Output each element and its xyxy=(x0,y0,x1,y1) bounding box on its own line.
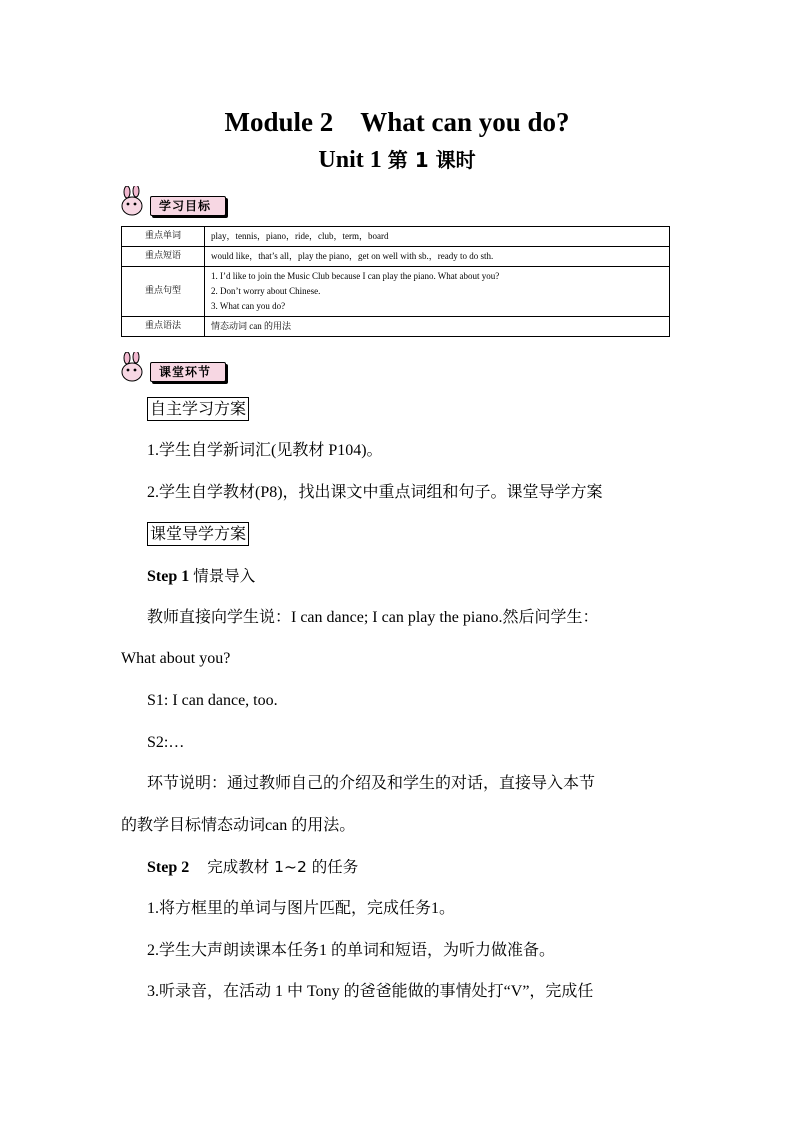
step-text: 完成教材 1~2 的任务 xyxy=(207,858,359,876)
goal-value: play，tennis，piano，ride，club，term，board xyxy=(205,227,670,247)
paragraph: 教师直接向学生说：I can dance; I can play the piano.然后问学生： xyxy=(147,609,599,626)
section-heading: 课堂导学方案 xyxy=(147,522,249,546)
paragraph: 1.学生自学新词汇(见教材 P104)。 xyxy=(147,442,383,459)
paragraph: 2.学生自学教材(P8)，找出课文中重点词组和句子。课堂导学方案 xyxy=(147,484,603,501)
table-row xyxy=(122,317,670,337)
table-row xyxy=(122,267,670,317)
goals-badge-label: 学习目标 xyxy=(150,196,226,216)
paragraph: What about you? xyxy=(121,650,231,667)
rabbit-mascot-icon xyxy=(118,352,148,382)
page-title: Module 2 What can you do? xyxy=(224,107,570,137)
step-label: Step 2 xyxy=(147,859,190,876)
goals-table xyxy=(121,226,670,337)
goal-value: would like，that’s all，play the piano，get on well with sb.，ready to do sth. xyxy=(205,247,670,267)
goal-key: 重点短语 xyxy=(122,247,205,267)
table-row xyxy=(122,227,670,247)
paragraph: 1.将方框里的单词与图片匹配，完成任务1。 xyxy=(147,900,456,917)
paragraph: S1: I can dance, too. xyxy=(147,692,278,709)
section-heading: 自主学习方案 xyxy=(147,397,249,421)
goals-badge xyxy=(118,184,226,216)
goal-key: 重点语法 xyxy=(122,317,205,337)
sentence-line: 3. What can you do? xyxy=(211,301,286,311)
subtitle-lesson: 第 1 课时 xyxy=(387,148,476,172)
step-text: 情景导入 xyxy=(193,567,256,585)
sentence-line: 2. Don’t worry about Chinese. xyxy=(211,286,321,296)
paragraph: S2:… xyxy=(147,734,185,751)
sentence-line: 1. I’d like to join the Music Club because I can play the piano. What about you? xyxy=(211,271,500,281)
subtitle-unit: Unit 1 xyxy=(318,147,382,173)
goal-value xyxy=(205,267,670,317)
goal-value: 情态动词 can 的用法 xyxy=(205,317,670,337)
class-badge xyxy=(118,350,226,382)
paragraph: 3.听录音，在活动 1 中 Tony 的爸爸能做的事情处打“V”，完成任 xyxy=(147,983,594,1000)
step-label: Step 1 xyxy=(147,568,190,585)
paragraph: 的教学目标情态动词can 的用法。 xyxy=(121,817,356,834)
goal-key: 重点句型 xyxy=(122,267,205,317)
step-heading xyxy=(147,856,358,879)
rabbit-mascot-icon xyxy=(118,186,148,216)
page-subtitle xyxy=(0,144,794,174)
step-heading xyxy=(147,565,255,588)
paragraph: 环节说明：通过教师自己的介绍及和学生的对话，直接导入本节 xyxy=(147,775,596,792)
goal-key: 重点单词 xyxy=(122,227,205,247)
class-badge-label: 课堂环节 xyxy=(150,362,226,382)
table-row xyxy=(122,247,670,267)
paragraph: 2.学生大声朗读课本任务1 的单词和短语，为听力做准备。 xyxy=(147,942,556,959)
